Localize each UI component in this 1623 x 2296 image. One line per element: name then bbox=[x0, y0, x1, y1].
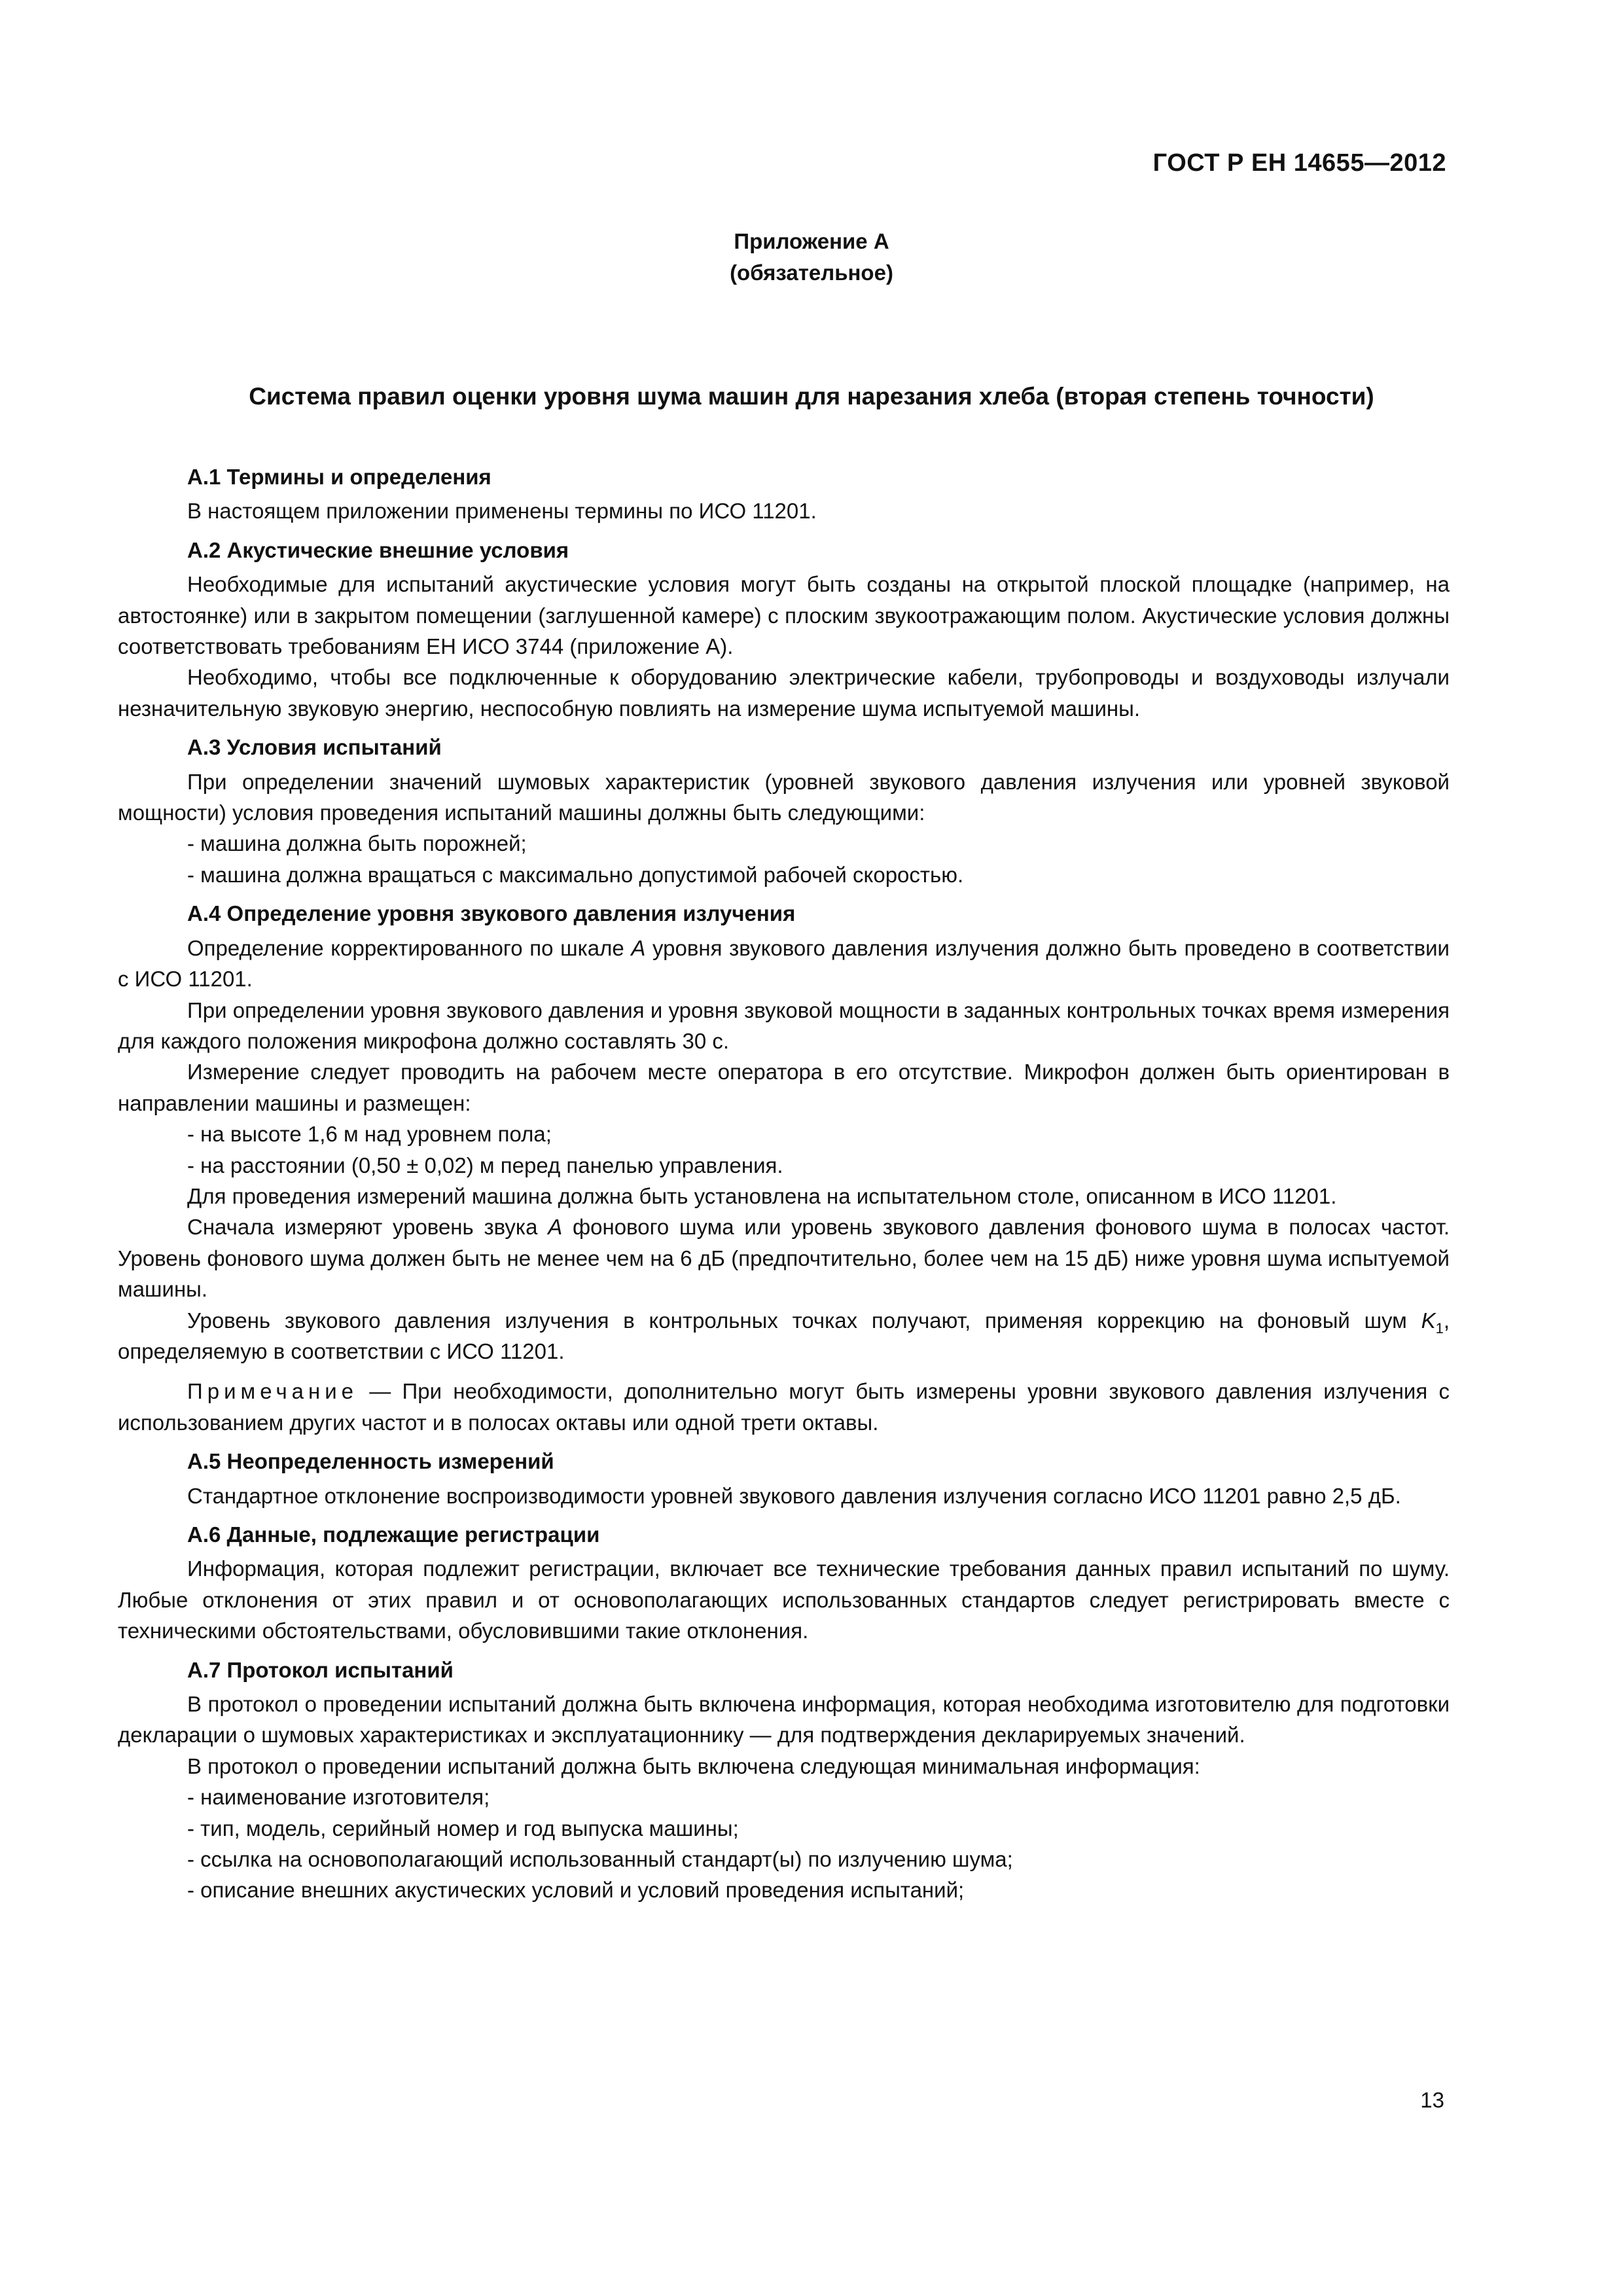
section-heading-a3: А.3 Условия испытаний bbox=[187, 735, 442, 760]
symbol-k: K bbox=[1421, 1308, 1436, 1333]
paragraph: В настоящем приложении применены термины по ИСО 11201. bbox=[187, 499, 817, 524]
paragraph: При определении значений шумовых характеристик (уровней звукового давления излучения или уровней звуковой мощности) условия проведения испытаний машины должны быть следующими: bbox=[118, 769, 1450, 825]
page-number: 13 bbox=[1420, 2088, 1444, 2112]
section-heading-a1: А.1 Термины и определения bbox=[187, 465, 491, 489]
list-item: - ссылка на основополагающий использованный стандарт(ы) по излучению шума; bbox=[187, 1847, 1013, 1872]
list-item: - на высоте 1,6 м над уровнем пола; bbox=[187, 1122, 552, 1147]
paragraph: Информация, которая подлежит регистрации, включает все технические требования данных правил испытаний по шуму. Любые отклонения от этих правил и от основополагающих использованных стандартов следует регистрировать вместе с техническими обстоятельствами, обусловившими такие отклонения. bbox=[118, 1556, 1450, 1643]
symbol-subscript: 1 bbox=[1435, 1319, 1444, 1336]
paragraph: Стандартное отклонение воспроизводимости уровней звукового давления излучения согласно ИСО 11201 равно 2,5 дБ. bbox=[187, 1483, 1401, 1508]
symbol-a: А bbox=[631, 935, 646, 960]
appendix-title: Система правил оценки уровня шума машин для нарезания хлеба (вторая степень точности) bbox=[249, 383, 1374, 410]
symbol-a: А bbox=[548, 1215, 563, 1240]
list-item: - тип, модель, серийный номер и год выпуска машины; bbox=[187, 1816, 739, 1840]
appendix-label: Приложение А bbox=[734, 229, 889, 253]
section-heading-a7: А.7 Протокол испытаний bbox=[187, 1657, 454, 1682]
list-item: - на расстоянии (0,50 ± 0,02) м перед панелью управления. bbox=[187, 1153, 783, 1177]
list-item: - машина должна быть порожней; bbox=[187, 831, 527, 856]
paragraph: Необходимые для испытаний акустические условия могут быть созданы на открытой плоской площадке (например, на автостоянке) или в закрытом помещении (заглушенной камере) с плоским звукоотражающим полом. Акустические условия должны соответствовать требованиям ЕН ИСО 3744 (приложение А). bbox=[118, 572, 1450, 659]
note-label: Примечание bbox=[187, 1379, 359, 1404]
paragraph: Необходимо, чтобы все подключенные к оборудованию электрические кабели, трубопроводы и воздуховоды излучали незначительную звуковую энергию, неспособную повлиять на измерение шума испытуемой машины. bbox=[118, 665, 1450, 721]
paragraph: Уровень звукового давления излучения в контрольных точках получают, применяя коррекцию на фоновый шум $K_1$, определяемую в соответствии с ИСО 11201. bbox=[118, 1308, 1450, 1363]
list-item: - машина должна вращаться с максимально допустимой рабочей скоростью. bbox=[187, 862, 964, 887]
appendix-status: (обязательное) bbox=[730, 260, 893, 285]
document-code: ГОСТ Р ЕН 14655—2012 bbox=[1152, 149, 1446, 177]
paragraph: При определении уровня звукового давления и уровня звуковой мощности в заданных контрольных точках время измерения для каждого положения микрофона должно составлять 30 с. bbox=[118, 997, 1450, 1053]
paragraph: Для проведения измерений машина должна быть установлена на испытательном столе, описанном в ИСО 11201. bbox=[187, 1183, 1337, 1208]
document-body bbox=[118, 461, 1450, 1906]
section-heading-a2: А.2 Акустические внешние условия bbox=[187, 537, 569, 562]
appendix-header bbox=[0, 226, 1623, 289]
note-text: — При необходимости, дополнительно могут быть измерены уровни звукового давления излучения с использованием других частот и в полосах октавы или одной трети октавы. bbox=[118, 1379, 1450, 1435]
section-heading-a5: А.5 Неопределенность измерений bbox=[187, 1449, 554, 1474]
note bbox=[118, 1376, 1450, 1438]
list-item: - описание внешних акустических условий и условий проведения испытаний; bbox=[187, 1878, 965, 1903]
paragraph: Определение корректированного по шкале А уровня звукового давления излучения должно быть проведено в соответствии с ИСО 11201. bbox=[118, 935, 1450, 992]
paragraph: Сначала измеряют уровень звука А фонового шума или уровень звукового давления фонового шума в полосах частот. Уровень фонового шума должен быть не менее чем на 6 дБ (предпочтительно, более чем на 15 дБ) ниже уровня шума испытуемой машины. bbox=[118, 1215, 1450, 1302]
paragraph: Измерение следует проводить на рабочем месте оператора в его отсутствие. Микрофон должен быть ориентирован в направлении машины и размещен: bbox=[118, 1060, 1450, 1115]
paragraph: В протокол о проведении испытаний должна быть включена информация, которая необходима изготовителю для подготовки декларации о шумовых характеристиках и эксплуатационнику — для подтверждения декларируемых значений. bbox=[118, 1692, 1450, 1748]
section-heading-a6: А.6 Данные, подлежащие регистрации bbox=[187, 1522, 600, 1547]
paragraph: В протокол о проведении испытаний должна быть включена следующая минимальная информация: bbox=[187, 1753, 1200, 1778]
section-heading-a4: А.4 Определение уровня звукового давления излучения bbox=[187, 901, 796, 926]
list-item: - наименование изготовителя; bbox=[187, 1785, 490, 1810]
